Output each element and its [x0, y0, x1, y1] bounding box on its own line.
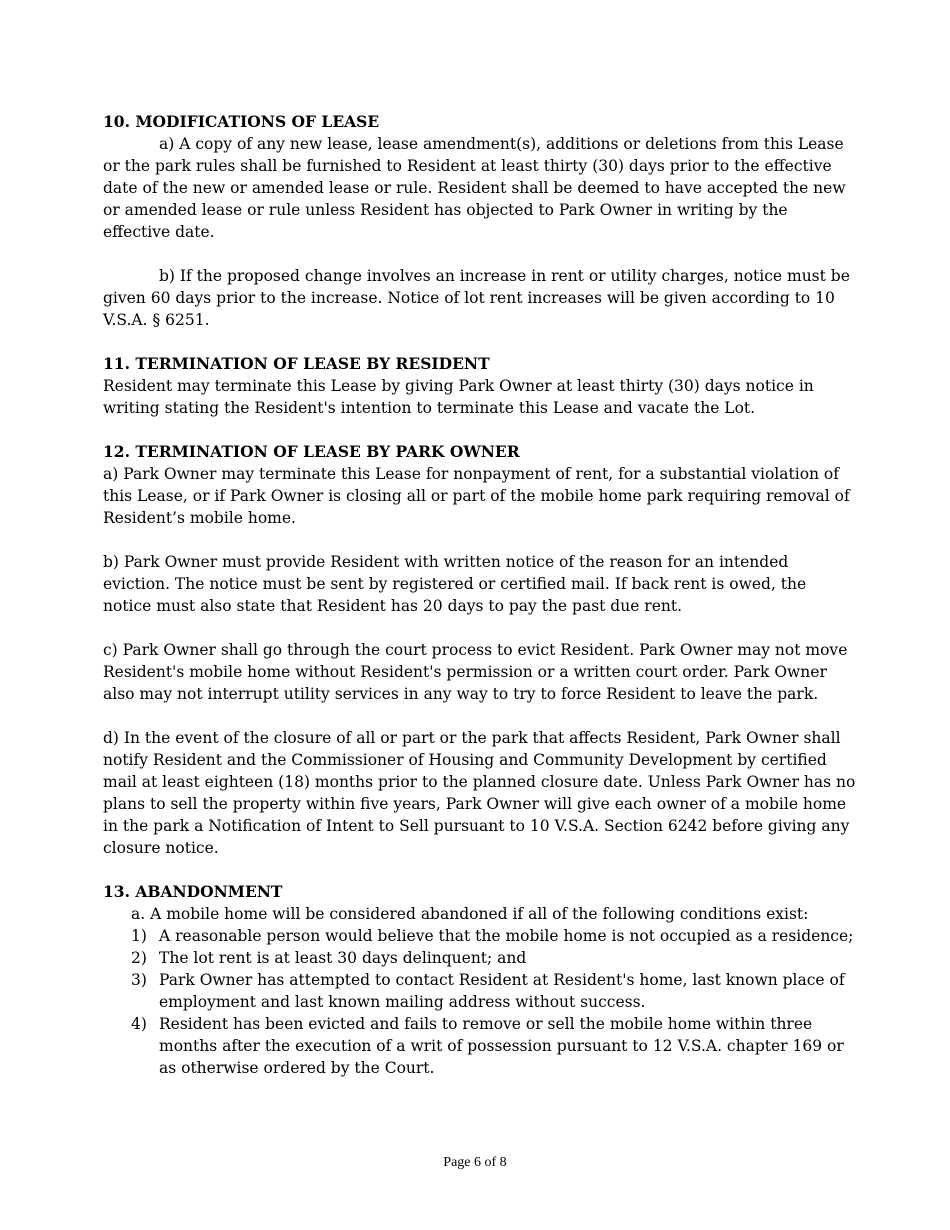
list-item-number: 1)	[131, 927, 147, 945]
section-heading: 12. TERMINATION OF LEASE BY PARK OWNER	[103, 442, 520, 461]
paragraph-a: a) Park Owner may terminate this Lease for nonpayment of rent, for a substantial violation of this Lease, or if Park Owner is closing all or part of the mobile home park requiring removal of Resident’s mobile home.	[103, 465, 850, 527]
abandonment-intro: a. A mobile home will be considered abandoned if all of the following conditions exist:	[131, 905, 809, 923]
list-item	[103, 1013, 858, 1079]
list-item	[103, 947, 858, 969]
paragraph-a: a) A copy of any new lease, lease amendment(s), additions or deletions from this Lease or the park rules shall be furnished to Resident at least thirty (30) days prior to the effective date of the new or amended lease or rule. Resident shall be deemed to have accepted the new or amended lease or rule unless Resident has objected to Park Owner in writing by the effective date.	[103, 135, 846, 241]
list-item	[103, 969, 858, 1013]
document-page	[103, 111, 858, 1079]
paragraph: Resident may terminate this Lease by giving Park Owner at least thirty (30) days notice in writing stating the Resident's intention to terminate this Lease and vacate the Lot.	[103, 377, 814, 417]
page-number-footer: Page 6 of 8	[443, 1155, 507, 1170]
section-abandonment	[103, 881, 858, 1079]
paragraph-b: b) Park Owner must provide Resident with written notice of the reason for an intended eviction. The notice must be sent by registered or certified mail. If back rent is owed, the notice must also state that Resident has 20 days to pay the past due rent.	[103, 553, 807, 615]
paragraph-d: d) In the event of the closure of all or part or the park that affects Resident, Park Owner shall notify Resident and the Commissioner of Housing and Community Development by certified mail at least eighteen (18) months prior to the planned closure date. Unless Park Owner has no plans to sell the property within five years, Park Owner will give each owner of a mobile home in the park a Notification of Intent to Sell pursuant to 10 V.S.A. Section 6242 before giving any closure notice.	[103, 729, 856, 857]
section-modifications-of-lease	[103, 111, 858, 331]
section-termination-by-resident	[103, 353, 858, 419]
list-item	[103, 925, 858, 947]
list-item-number: 3)	[131, 971, 147, 989]
list-item-number: 4)	[131, 1015, 147, 1033]
list-item-text: The lot rent is at least 30 days delinquent; and	[159, 949, 527, 967]
section-heading: 11. TERMINATION OF LEASE BY RESIDENT	[103, 354, 490, 373]
section-heading: 10. MODIFICATIONS OF LEASE	[103, 112, 380, 131]
section-termination-by-park-owner	[103, 441, 858, 859]
abandonment-conditions-list	[103, 925, 858, 1079]
paragraph-c: c) Park Owner shall go through the court process to evict Resident. Park Owner may not move Resident's mobile home without Resident's permission or a written court order. Park Owner also may not interrupt utility services in any way to try to force Resident to leave the park.	[103, 641, 848, 703]
section-heading: 13. ABANDONMENT	[103, 882, 283, 901]
list-item-text: A reasonable person would believe that the mobile home is not occupied as a residence;	[159, 927, 854, 945]
list-item-text: Park Owner has attempted to contact Resident at Resident's home, last known place of employment and last known mailing address without success.	[159, 971, 845, 1011]
paragraph-b: b) If the proposed change involves an increase in rent or utility charges, notice must be given 60 days prior to the increase. Notice of lot rent increases will be given according to 10 V.S.A. § 6251.	[103, 267, 850, 329]
list-item-number: 2)	[131, 949, 147, 967]
list-item-text: Resident has been evicted and fails to remove or sell the mobile home within three months after the execution of a writ of possession pursuant to 12 V.S.A. chapter 169 or as otherwise ordered by the Court.	[159, 1015, 844, 1077]
